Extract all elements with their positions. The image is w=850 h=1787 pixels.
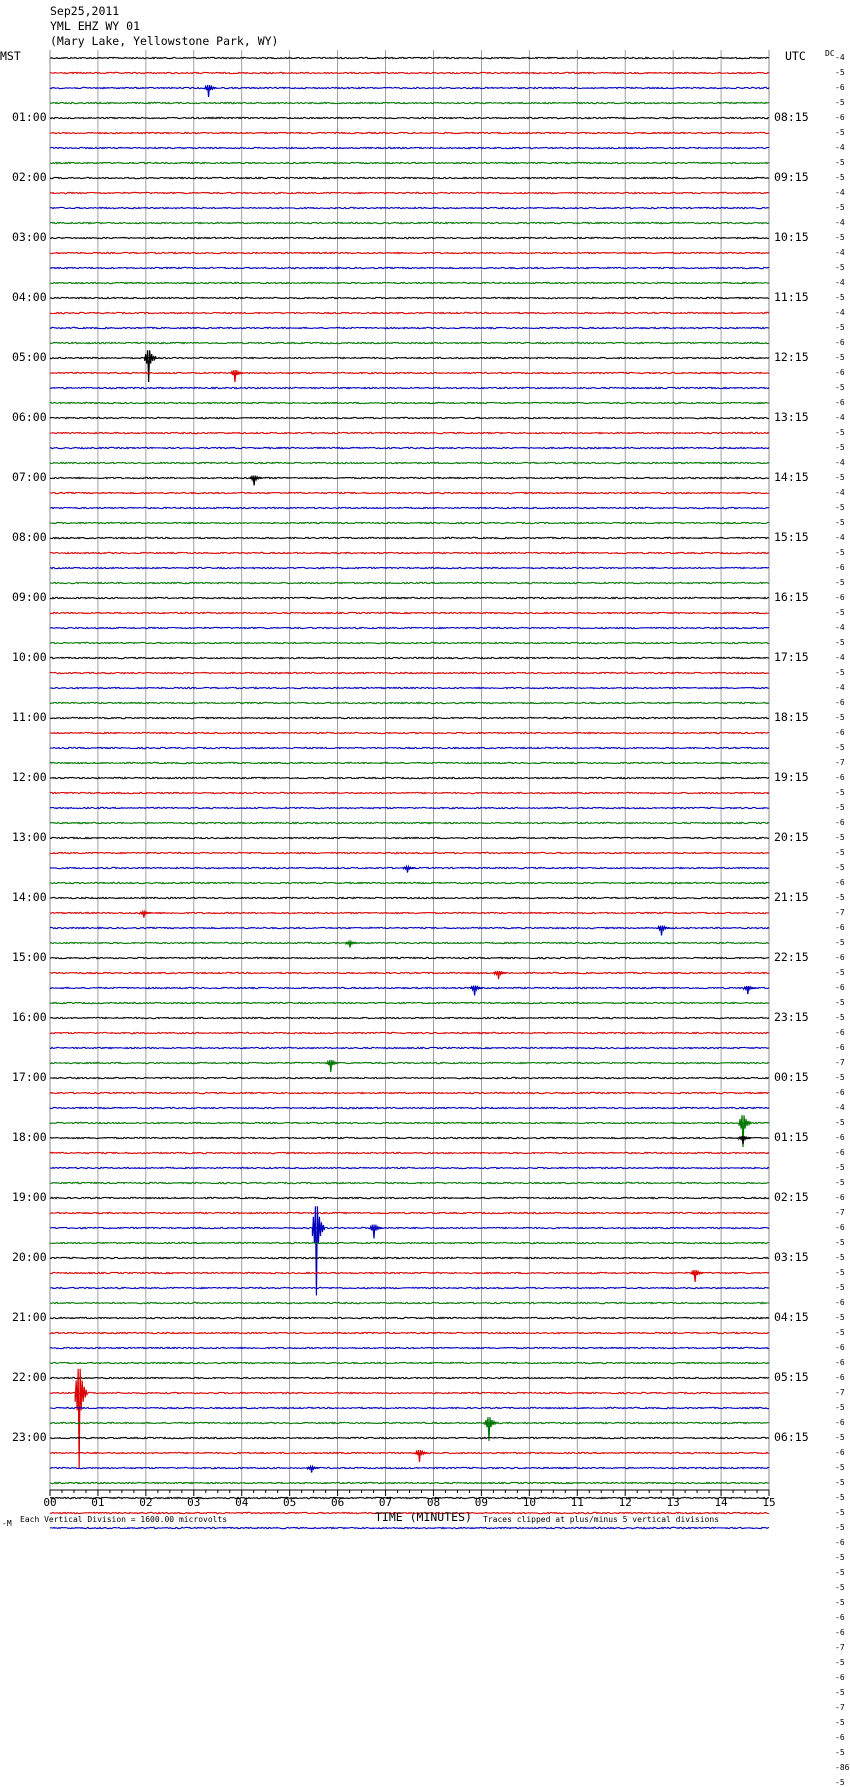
mst-hour-label: 16:00 [12, 1010, 47, 1024]
left-axis-title: MST [0, 49, 21, 63]
trace-row-12 [50, 237, 769, 238]
trace-row-85 [50, 1332, 769, 1333]
dc-offset-label: -6 [835, 1673, 845, 1682]
utc-hour-label: 12:15 [774, 350, 809, 364]
trace-row-6 [50, 147, 769, 148]
event-mark [370, 1225, 382, 1239]
utc-hour-label: 05:15 [774, 1370, 809, 1384]
mst-hour-label: 04:00 [12, 290, 47, 304]
dc-offset-label: -6 [835, 1298, 845, 1307]
trace-row-36 [50, 597, 769, 598]
trace-row-77 [50, 1212, 769, 1213]
dc-offset-label: -6 [835, 1028, 845, 1037]
dc-offset-label: -5 [835, 323, 845, 332]
dc-offset-label: -6 [835, 1418, 845, 1427]
dc-offset-label: -6 [835, 1733, 845, 1742]
utc-hour-label: 16:15 [774, 590, 809, 604]
mst-hour-label: 02:00 [12, 170, 47, 184]
utc-hour-label: 18:15 [774, 710, 809, 724]
trace-row-88 [50, 1377, 769, 1378]
dc-offset-label: -6 [835, 983, 845, 992]
dc-label: DC [825, 49, 835, 58]
utc-hour-label: 17:15 [774, 650, 809, 664]
dc-offset-label: -4 [835, 623, 845, 632]
trace-row-25 [50, 432, 769, 433]
dc-offset-label: -4 [835, 413, 845, 422]
event-mark [205, 85, 217, 97]
time-axis [43, 1490, 775, 1509]
dc-offset-label: -5 [835, 1478, 845, 1487]
trace-row-32 [50, 537, 769, 538]
trace-row-23 [50, 402, 769, 403]
dc-offset-label: -5 [835, 383, 845, 392]
x-tick-label: 12 [618, 1496, 632, 1509]
trace-row-72 [50, 1137, 769, 1138]
dc-offset-label: -6 [835, 563, 845, 572]
mst-hour-label: 01:00 [12, 110, 47, 124]
dc-offset-label: -6 [835, 773, 845, 782]
dc-offset-label: -6 [835, 878, 845, 887]
trace-row-98 [50, 1527, 769, 1528]
dc-offset-label: -4 [835, 218, 845, 227]
utc-hour-label: 10:15 [774, 230, 809, 244]
trace-row-52 [50, 837, 769, 838]
trace-row-30 [50, 507, 769, 508]
dc-offset-label: -5 [835, 1523, 845, 1532]
dc-offset-label: -5 [835, 1253, 845, 1262]
dc-offset-label: -5 [835, 833, 845, 842]
trace-row-49 [50, 792, 769, 793]
dc-offset-label: -6 [835, 728, 845, 737]
mst-hour-label: 15:00 [12, 950, 47, 964]
trace-row-15 [50, 282, 769, 283]
x-tick-label: 10 [522, 1496, 536, 1509]
dc-offset-label: -86 [835, 1763, 850, 1772]
dc-offset-label: -5 [835, 1433, 845, 1442]
trace-row-27 [50, 462, 769, 463]
dc-offset-label: -7 [835, 1703, 845, 1712]
trace-row-40 [50, 657, 769, 658]
event-mark [739, 1115, 751, 1147]
dc-offset-label: -5 [835, 503, 845, 512]
mst-hour-label: 17:00 [12, 1070, 47, 1084]
trace-row-29 [50, 492, 769, 493]
dc-offset-label: -5 [835, 1553, 845, 1562]
dc-offset-label: -4 [835, 653, 845, 662]
dc-offset-label: -6 [835, 1148, 845, 1157]
trace-row-79 [50, 1242, 769, 1243]
dc-offset-label: -5 [835, 68, 845, 77]
dc-offset-label: -5 [835, 1283, 845, 1292]
trace-row-62 [50, 987, 769, 988]
trace-row-7 [50, 162, 769, 163]
event-mark [145, 350, 157, 382]
dc-offset-label: -5 [835, 578, 845, 587]
mst-hour-label: 09:00 [12, 590, 47, 604]
utc-hour-label: 14:15 [774, 470, 809, 484]
trace-row-95 [50, 1482, 769, 1483]
trace-row-68 [50, 1077, 769, 1078]
scale-note: Each Vertical Division = 1600.00 microvolts [20, 1515, 228, 1524]
utc-hour-label: 20:15 [774, 830, 809, 844]
dc-offset-label: -6 [835, 1343, 845, 1352]
trace-row-78 [50, 1227, 769, 1228]
mst-hour-label: 05:00 [12, 350, 47, 364]
x-tick-label: 04 [235, 1496, 249, 1509]
trace-row-67 [50, 1062, 769, 1063]
dc-offset-label: -5 [835, 1178, 845, 1187]
utc-hour-label: 13:15 [774, 410, 809, 424]
utc-hour-label: 15:15 [774, 530, 809, 544]
dc-offset-label: -4 [835, 188, 845, 197]
trace-row-28 [50, 477, 769, 478]
dc-offset-label: -4 [835, 683, 845, 692]
mst-hour-label: 23:00 [12, 1430, 47, 1444]
trace-row-38 [50, 627, 769, 628]
dc-offset-label: -5 [835, 1463, 845, 1472]
dc-offset-label: -7 [835, 1643, 845, 1652]
dc-offset-label: -5 [835, 428, 845, 437]
dc-offset-label: -5 [835, 1073, 845, 1082]
dc-offset-label: -6 [835, 818, 845, 827]
dc-offset-label: -5 [835, 1688, 845, 1697]
mst-hour-label: 21:00 [12, 1310, 47, 1324]
dc-offset-label: -7 [835, 1058, 845, 1067]
x-tick-label: 05 [283, 1496, 297, 1509]
dc-offset-label: -6 [835, 953, 845, 962]
mst-hour-label: 12:00 [12, 770, 47, 784]
dc-offset-label: -6 [835, 1133, 845, 1142]
dc-offset-label: -5 [835, 1718, 845, 1727]
trace-row-17 [50, 312, 769, 313]
x-tick-label: 08 [426, 1496, 441, 1509]
trace-row-45 [50, 732, 769, 733]
station-location: (Mary Lake, Yellowstone Park, WY) [50, 34, 279, 48]
dc-offset-label: -4 [835, 308, 845, 317]
trace-row-84 [50, 1317, 769, 1318]
dc-offset-label: -6 [835, 923, 845, 932]
mst-hour-label: 11:00 [12, 710, 47, 724]
dc-offset-label: -5 [835, 98, 845, 107]
dc-offset-label: -5 [835, 863, 845, 872]
dc-offset-label: -6 [835, 83, 845, 92]
dc-offset-label: -5 [835, 1493, 845, 1502]
dc-offset-label: -6 [835, 1088, 845, 1097]
dc-offset-label: -5 [835, 713, 845, 722]
utc-hour-label: 04:15 [774, 1310, 809, 1324]
x-axis-title: TIME (MINUTES) [375, 1510, 472, 1524]
trace-row-74 [50, 1167, 769, 1168]
trace-row-13 [50, 252, 769, 253]
chart-date: Sep25,2011 [50, 4, 120, 18]
dc-offset-label: -6 [835, 113, 845, 122]
dc-offset-label: -6 [835, 1193, 845, 1202]
dc-offset-label: -5 [835, 1328, 845, 1337]
trace-row-5 [50, 132, 769, 133]
trace-row-43 [50, 702, 769, 703]
event-mark [415, 1450, 427, 1462]
utc-hour-label: 19:15 [774, 770, 809, 784]
dc-offset-label: -6 [835, 398, 845, 407]
dc-offset-label: -5 [835, 1013, 845, 1022]
trace-row-57 [50, 912, 769, 913]
trace-row-18 [50, 327, 769, 328]
dc-offset-label: -5 [835, 293, 845, 302]
mst-hour-label: 03:00 [12, 230, 47, 244]
station-id: YML EHZ WY 01 [50, 19, 141, 33]
time-gridlines [50, 50, 769, 1490]
dc-offset-label: -4 [835, 143, 845, 152]
utc-hour-label: 09:15 [774, 170, 809, 184]
utc-hour-label: 00:15 [774, 1070, 809, 1084]
dc-offset-label: -5 [835, 968, 845, 977]
trace-row-2 [50, 87, 769, 88]
dc-offset-label: -6 [835, 593, 845, 602]
dc-offset-label: -6 [835, 1373, 845, 1382]
x-tick-label: 03 [187, 1496, 201, 1509]
dc-offset-label: -5 [835, 743, 845, 752]
trace-row-63 [50, 1002, 769, 1003]
trace-row-33 [50, 552, 769, 553]
dc-offset-label: -7 [835, 1208, 845, 1217]
trace-row-39 [50, 642, 769, 643]
trace-row-48 [50, 777, 769, 778]
trace-row-93 [50, 1452, 769, 1453]
x-tick-label: 11 [570, 1496, 584, 1509]
dc-offset-label: -6 [835, 338, 845, 347]
x-tick-label: 09 [474, 1496, 489, 1509]
trace-row-37 [50, 612, 769, 613]
trace-row-70 [50, 1107, 769, 1108]
x-tick-label: 00 [43, 1496, 57, 1509]
trace-row-9 [50, 192, 769, 193]
event-mark [312, 1206, 324, 1295]
dc-offset-label: -5 [835, 668, 845, 677]
dc-offset-label: -4 [835, 53, 845, 62]
trace-row-61 [50, 972, 769, 973]
dc-offset-label: -5 [835, 128, 845, 137]
dc-offset-label: -5 [835, 848, 845, 857]
dc-offset-label: -5 [835, 233, 845, 242]
trace-row-64 [50, 1017, 769, 1018]
trace-row-31 [50, 522, 769, 523]
x-tick-label: 15 [762, 1496, 776, 1509]
utc-hour-label: 23:15 [774, 1010, 809, 1024]
mst-hour-label: 08:00 [12, 530, 47, 544]
dc-offset-label: -5 [835, 1568, 845, 1577]
trace-row-0 [50, 57, 769, 58]
trace-row-59 [50, 942, 769, 943]
dc-offset-label: -5 [835, 443, 845, 452]
trace-row-3 [50, 102, 769, 103]
trace-row-1 [50, 72, 769, 73]
clip-note: Traces clipped at plus/minus 5 vertical divisions [483, 1515, 720, 1524]
utc-hour-label: 08:15 [774, 110, 809, 124]
dc-offset-label: -5 [835, 1583, 845, 1592]
trace-row-8 [50, 177, 769, 178]
trace-row-11 [50, 222, 769, 223]
dc-offset-label: -6 [835, 1043, 845, 1052]
trace-row-44 [50, 717, 769, 718]
trace-row-71 [50, 1122, 769, 1123]
dc-offset-label: -5 [835, 1778, 845, 1787]
dc-offset-label: -5 [835, 893, 845, 902]
trace-row-50 [50, 807, 769, 808]
mst-hour-label: 10:00 [12, 650, 47, 664]
dc-offset-label: -7 [835, 1388, 845, 1397]
dc-offset-label: -5 [835, 1598, 845, 1607]
trace-row-51 [50, 822, 769, 823]
x-tick-label: 06 [330, 1496, 345, 1509]
trace-row-47 [50, 762, 769, 763]
trace-row-22 [50, 387, 769, 388]
dc-offset-label: -5 [835, 1403, 845, 1412]
trace-row-92 [50, 1437, 769, 1438]
dc-offset-label: -5 [835, 203, 845, 212]
right-axis-title: UTC [785, 49, 806, 63]
x-tick-label: 01 [91, 1496, 105, 1509]
trace-row-89 [50, 1392, 769, 1393]
mst-hour-label: 18:00 [12, 1130, 47, 1144]
trace-row-24 [50, 417, 769, 418]
trace-row-35 [50, 582, 769, 583]
dc-offset-label: -6 [835, 1538, 845, 1547]
utc-hour-label: 01:15 [774, 1130, 809, 1144]
trace-row-81 [50, 1272, 769, 1273]
trace-row-66 [50, 1047, 769, 1048]
dc-offset-label: -5 [835, 1658, 845, 1667]
seismic-traces [50, 57, 769, 1534]
dc-offset-label: -6 [835, 698, 845, 707]
dc-offset-label: -5 [835, 608, 845, 617]
dc-offset-label: -4 [835, 488, 845, 497]
trace-row-10 [50, 207, 769, 208]
mst-hour-label: 14:00 [12, 890, 47, 904]
trace-row-21 [50, 372, 769, 373]
dc-offset-label: -5 [835, 263, 845, 272]
event-mark [346, 942, 358, 948]
mst-hour-label: 07:00 [12, 470, 47, 484]
trace-row-65 [50, 1032, 769, 1033]
mst-hour-label: 22:00 [12, 1370, 47, 1384]
dc-offset-label: -6 [835, 1448, 845, 1457]
dc-offset-label: -5 [835, 173, 845, 182]
dc-offset-label: -5 [835, 1313, 845, 1322]
mst-hour-label: 20:00 [12, 1250, 47, 1264]
mst-hour-label: 19:00 [12, 1190, 47, 1204]
utc-hour-label: 22:15 [774, 950, 809, 964]
trace-row-53 [50, 852, 769, 853]
dc-offset-label: -4 [835, 533, 845, 542]
dc-offset-label: -5 [835, 1163, 845, 1172]
trace-row-96 [50, 1497, 769, 1498]
utc-hour-label: 02:15 [774, 1190, 809, 1204]
dc-offset-label: -5 [835, 158, 845, 167]
dc-offset-label: -5 [835, 788, 845, 797]
mst-hour-label: 13:00 [12, 830, 47, 844]
dc-offset-label: -5 [835, 473, 845, 482]
trace-row-14 [50, 267, 769, 268]
corner-mark: -M [2, 1519, 12, 1528]
trace-row-20 [50, 357, 769, 358]
dc-offset-label: -4 [835, 1103, 845, 1112]
dc-offset-label: -5 [835, 548, 845, 557]
dc-offset-label: -4 [835, 248, 845, 257]
utc-hour-label: 21:15 [774, 890, 809, 904]
x-tick-label: 13 [666, 1496, 680, 1509]
trace-row-86 [50, 1347, 769, 1348]
dc-offset-label: -5 [835, 1238, 845, 1247]
trace-row-69 [50, 1092, 769, 1093]
dc-offset-label: -4 [835, 278, 845, 287]
trace-row-19 [50, 342, 769, 343]
trace-row-83 [50, 1302, 769, 1303]
dc-offset-label: -6 [835, 1223, 845, 1232]
dc-offset-label: -5 [835, 803, 845, 812]
trace-row-76 [50, 1197, 769, 1198]
trace-row-80 [50, 1257, 769, 1258]
dc-offset-label: -4 [835, 458, 845, 467]
dc-offset-label: -7 [835, 908, 845, 917]
utc-hour-label: 06:15 [774, 1430, 809, 1444]
trace-row-75 [50, 1182, 769, 1183]
event-mark [231, 370, 243, 382]
dc-offset-label: -5 [835, 1508, 845, 1517]
trace-row-55 [50, 882, 769, 883]
dc-offset-label: -5 [835, 998, 845, 1007]
utc-hour-label: 03:15 [774, 1250, 809, 1264]
x-tick-label: 02 [139, 1496, 153, 1509]
dc-offset-label: -7 [835, 758, 845, 767]
trace-row-56 [50, 897, 769, 898]
trace-row-4 [50, 117, 769, 118]
trace-row-34 [50, 567, 769, 568]
dc-offset-label: -5 [835, 1268, 845, 1277]
trace-row-73 [50, 1152, 769, 1153]
trace-row-87 [50, 1362, 769, 1363]
trace-row-42 [50, 687, 769, 688]
trace-row-26 [50, 447, 769, 448]
dc-offset-label: -6 [835, 1358, 845, 1367]
trace-row-82 [50, 1287, 769, 1288]
dc-offset-label: -5 [835, 518, 845, 527]
dc-offset-label: -6 [835, 368, 845, 377]
trace-row-60 [50, 957, 769, 958]
dc-offset-label: -5 [835, 638, 845, 647]
dc-offset-label: -5 [835, 353, 845, 362]
trace-row-16 [50, 297, 769, 298]
utc-hour-label: 11:15 [774, 290, 809, 304]
trace-row-94 [50, 1467, 769, 1468]
dc-offset-label: -6 [835, 1613, 845, 1622]
x-tick-label: 14 [714, 1496, 728, 1509]
trace-row-91 [50, 1422, 769, 1423]
trace-row-46 [50, 747, 769, 748]
dc-offset-label: -6 [835, 1628, 845, 1637]
trace-row-41 [50, 672, 769, 673]
mst-hour-label: 06:00 [12, 410, 47, 424]
x-tick-label: 07 [378, 1496, 393, 1509]
dc-offset-label: -5 [835, 1118, 845, 1127]
dc-offset-label: -5 [835, 938, 845, 947]
trace-row-90 [50, 1407, 769, 1408]
dc-offset-label: -5 [835, 1748, 845, 1757]
